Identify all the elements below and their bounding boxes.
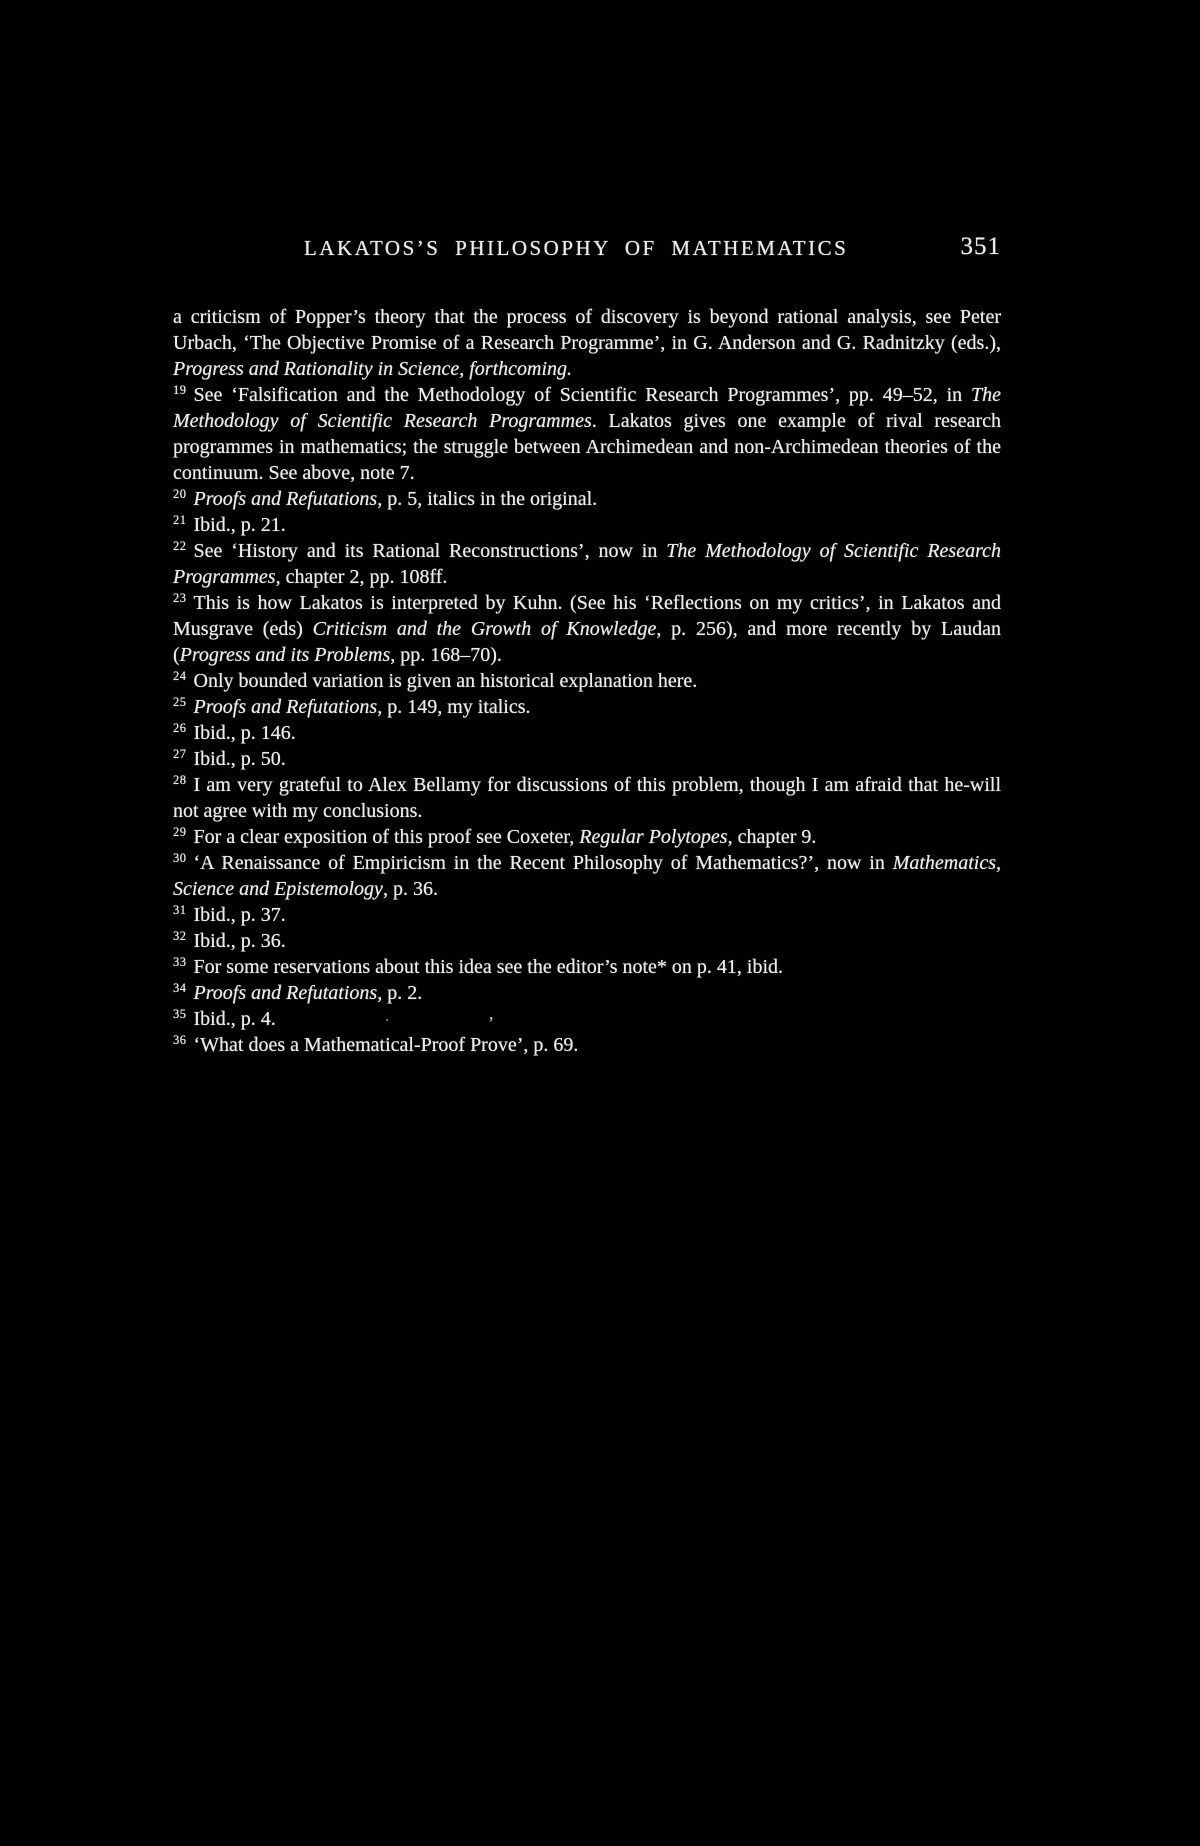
footnote-number: 34 <box>173 981 187 995</box>
text-run: See ‘History and its Rational Reconstructions’, now in <box>193 540 667 562</box>
footnote-19 <box>173 382 1001 486</box>
footnote-number: 21 <box>173 513 187 527</box>
text-run: , p. 149, my italics. <box>377 696 531 718</box>
footnote-28 <box>173 772 1001 824</box>
text-run: a criticism of Popper’s theory that the process of discovery is beyond rational analysis, see Peter Urbach, ‘The Objective Promise of a Research Programme’, in G. Anderson and G. Radnitzky (eds.), <box>173 306 1001 354</box>
footnote-30 <box>173 850 1001 902</box>
text-run: Ibid., p. 21. <box>193 514 286 536</box>
text-run: Only bounded variation is given an historical explanation here. <box>193 670 698 692</box>
scan-artifact-dot: . <box>385 1005 390 1025</box>
footnote-24 <box>173 668 1001 694</box>
text-run: , p. 5, italics in the original. <box>377 488 598 510</box>
text-run: Ibid., p. 50. <box>193 748 286 770</box>
page-header <box>173 233 1001 266</box>
footnote-number: 32 <box>173 929 187 943</box>
text-run: This is how Lakatos is interpreted by Kuhn. (See his ‘Reflections on my critics’, in Lakatos and Musgrave (eds) <box>173 592 1001 640</box>
text-run: , pp. 168–70). <box>390 644 502 666</box>
scan-artifact-comma: , <box>489 1003 494 1023</box>
footnote-27 <box>173 746 1001 772</box>
footnote-number: 28 <box>173 773 187 787</box>
footnote-32 <box>173 928 1001 954</box>
footnote-number: 35 <box>173 1007 187 1021</box>
footnote-continuation <box>173 304 1001 382</box>
footnote-26 <box>173 720 1001 746</box>
footnote-25 <box>173 694 1001 720</box>
footnote-29 <box>173 824 1001 850</box>
footnote-number: 29 <box>173 825 187 839</box>
footnote-number: 27 <box>173 747 187 761</box>
text-run: , p. 36. <box>382 878 438 900</box>
footnote-33 <box>173 954 1001 980</box>
text-run: Ibid., p. 36. <box>193 930 286 952</box>
footnote-number: 19 <box>173 383 187 397</box>
page-number: 351 <box>960 233 1001 260</box>
text-run: For some reservations about this idea see the editor’s note* on p. 41, ibid. <box>193 956 784 978</box>
italic-text-run: Progress and Rationality in Science, forthcoming. <box>173 358 573 380</box>
footnote-22 <box>173 538 1001 590</box>
footnote-number: 31 <box>173 903 187 917</box>
text-run: , chapter 9. <box>727 826 817 848</box>
text-run: I am very grateful to Alex Bellamy for discussions of this problem, though I am afraid that he-will not agree with my conclusions. <box>173 774 1001 822</box>
italic-text-run: Progress and its Problems <box>179 644 391 666</box>
text-run: ‘What does a Mathematical-Proof Prove’, p. 69. <box>193 1034 579 1056</box>
italic-text-run: Proofs and Refutations <box>193 982 378 1004</box>
text-run: Ibid., p. 146. <box>193 722 296 744</box>
text-run: See ‘Falsification and the Methodology of Scientific Research Programmes’, pp. 49–52, in <box>193 384 971 406</box>
footnote-number: 20 <box>173 487 187 501</box>
italic-text-run: Criticism and the Growth of Knowledge <box>312 618 657 640</box>
footnote-21 <box>173 512 1001 538</box>
footnote-number: 24 <box>173 669 187 683</box>
text-run: Ibid., p. 37. <box>193 904 286 926</box>
footnote-36 <box>173 1032 1001 1058</box>
italic-text-run: The Methodology of Scientific Research Programmes <box>173 540 1001 588</box>
footnote-number: 36 <box>173 1033 187 1047</box>
italic-text-run: Mathematics, Science and Epistemology <box>173 852 1001 900</box>
endnotes-block <box>173 304 1001 1058</box>
footnote-number: 33 <box>173 955 187 969</box>
footnote-number: 23 <box>173 591 187 605</box>
italic-text-run: Proofs and Refutations <box>193 696 378 718</box>
footnote-23 <box>173 590 1001 668</box>
footnote-20 <box>173 486 1001 512</box>
text-run: . Lakatos gives one example of rival research programmes in mathematics; the struggle between Archimedean and non-Archimedean theories of the continuum. See above, note 7. <box>173 410 1001 484</box>
italic-text-run: Regular Polytopes <box>579 826 728 848</box>
text-run: Ibid., p. 4. <box>193 1008 276 1030</box>
footnote-31 <box>173 902 1001 928</box>
italic-text-run: Proofs and Refutations <box>193 488 378 510</box>
text-run: For a clear exposition of this proof see Coxeter, <box>193 826 580 848</box>
footnote-number: 22 <box>173 539 187 553</box>
footnote-number: 26 <box>173 721 187 735</box>
italic-text-run: The Methodology of Scientific Research Programmes <box>173 384 1001 432</box>
footnote-number: 25 <box>173 695 187 709</box>
text-run: , p. 2. <box>377 982 423 1004</box>
footnote-35 <box>173 1003 1001 1032</box>
text-run: , p. 256), and more recently by Laudan ( <box>173 618 1001 666</box>
footnote-34 <box>173 980 1001 1006</box>
running-title: LAKATOS’S PHILOSOPHY OF MATHEMATICS <box>303 236 849 260</box>
text-run: ‘A Renaissance of Empiricism in the Recent Philosophy of Mathematics?’, now in <box>193 852 893 874</box>
text-run: , chapter 2, pp. 108ff. <box>275 566 448 588</box>
footnote-number: 30 <box>173 851 187 865</box>
